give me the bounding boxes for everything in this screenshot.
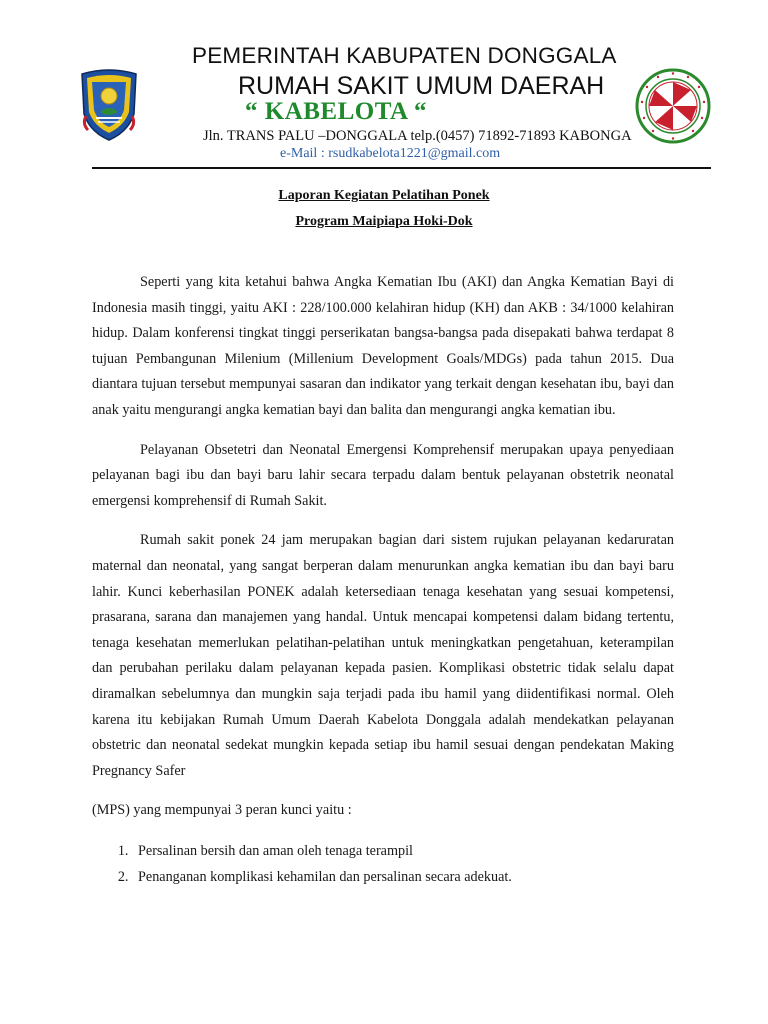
report-subtitle: Program Maipiapa Hoki-Dok (295, 214, 473, 229)
hospital-email: e-Mail : rsudkabelota1221@gmail.com (280, 146, 501, 161)
hospital-brand-name: “ KABELOTA “ (245, 98, 427, 125)
hospital-address: Jln. TRANS PALU –DONGGALA telp.(0457) 71892-71893 KABONGA (203, 128, 632, 144)
body-paragraph: Seperti yang kita ketahui bahwa Angka Kematian Ibu (AKI) dan Angka Kematian Bayi di Indonesia masih tinggi, yaitu AKI : 228/100.000 kelahiran hidup (KH) dan AKB : 34/1000 kelahiran hidup. Dalam konferensi tingkat tinggi perserikatan bangsa-bangsa pada disepakati bahwa terdapat 8 tujuan Pembangunan Milenium (Millenium Development Goals/MDGs) pada tahun 2015. Dua diantara tujuan tersebut mempunyai sasaran dan indikator yang terkait dengan kesehatan ibu, bayi dan anak yaitu mengurangi angka kematian bayi dan balita dan mengurangi angka kematian ibu. (92, 274, 674, 418)
regency-emblem-icon (78, 68, 140, 142)
government-name: PEMERINTAH KABUPATEN DONGGALA (192, 43, 617, 68)
key-roles-list (92, 838, 674, 890)
body-paragraph: Rumah sakit ponek 24 jam merupakan bagian dari sistem rujukan pelayanan kedaruratan maternal dan neonatal, yang sangat berperan dalam menurunkan angka kematian ibu dan bayi baru lahir. Kunci keberhasilan PONEK adalah ketersediaan tenaga kesehatan yang sesuai kompetensi, prasarana, sarana dan manajemen yang handal. Untuk mencapai kompetensi dalam bidang tertentu, tenaga kesehatan memerlukan pelatihan-pelatihan untuk meningkatkan pengetahuan, keterampilan dan perubahan perilaku dalam pelayanan kepada pasien. Komplikasi obstetric tidak selalu dapat diramalkan sebelumnya dan mungkin saja terjadi pada ibu hamil yang diidentifikasi normal. Oleh karena itu kebijakan Rumah Umum Daerah Kabelota Donggala adalah mendekatkan pelayanan obstetric dan neonatal sedekat mungkin kepada setiap ibu hamil sesuai dengan pendekatan Making Pregnancy Safer (92, 532, 674, 779)
body-paragraph: Pelayanan Obsetetri dan Neonatal Emergensi Komprehensif merupakan upaya penyediaan pelayanan bagi ibu dan bayi baru lahir secara terpadu dalam bentuk pelayanan obstetrik neonatal emergensi komprehensif di Rumah Sakit. (92, 441, 674, 509)
report-body (92, 270, 674, 890)
letterhead-divider (92, 167, 711, 169)
list-item: 2. Penanganan komplikasi kehamilan dan persalinan secara adekuat. (132, 864, 674, 890)
list-item: 1. Persalinan bersih dan aman oleh tenaga terampil (132, 838, 674, 864)
hospital-name: RUMAH SAKIT UMUM DAERAH (238, 72, 605, 100)
hospital-seal-icon (635, 68, 711, 144)
report-title: Laporan Kegiatan Pelatihan Ponek (278, 188, 490, 203)
list-lead-in: (MPS) yang mempunyai 3 peran kunci yaitu : (92, 802, 352, 819)
